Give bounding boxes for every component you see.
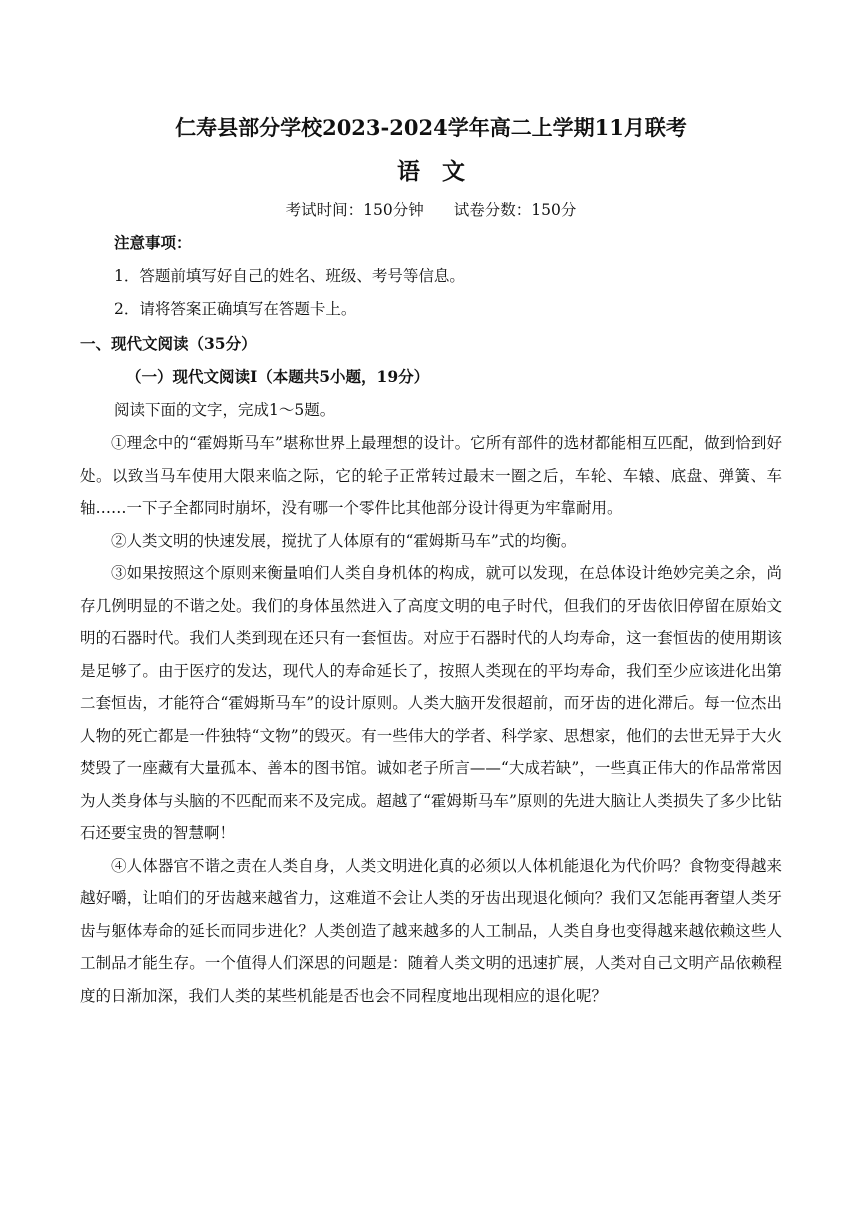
sub-section-heading: （一）现代文阅读Ⅰ（本题共5小题，19分） xyxy=(126,367,430,386)
section-heading: 一、现代文阅读（35分） xyxy=(80,333,257,353)
exam-title: 仁寿县部分学校2023-2024学年高二上学期11月联考 xyxy=(175,115,687,140)
note-item: 2．请将答案正确填写在答题卡上。 xyxy=(114,300,357,318)
paragraph-4: ④人体器官不谐之责在人类自身，人类文明进化真的必须以人体机能退化为代价吗？食物变得越来越好嚼，让咱们的牙齿越来越省力，这难道不会让人类的牙齿出现退化倾向？我们又怎能再奢望人类牙齿与躯体寿命的延长而同步进化？人类创造了越来越多的人工制品，人类自身也变得越来越依赖这些人工制品才能生存。一个值得人们深思的问题是：随着人类文明的迅速扩展，人类对自己文明产品依赖程度的日渐加深，我们人类的某些机能是否也会不同程度地出现相应的退化呢？ xyxy=(80,856,782,1005)
exam-info xyxy=(80,194,782,226)
paragraph-3: ③如果按照这个原则来衡量咱们人类自身机体的构成，就可以发现，在总体设计绝妙完美之余，尚存几例明显的不谐之处。我们的身体虽然进入了高度文明的电子时代，但我们的牙齿依旧停留在原始文明的石器时代。我们人类到现在还只有一套恒齿。对应于石器时代的人均寿命，这一套恒齿的使用期该是足够了。由于医疗的发达，现代人的寿命延长了，按照人类现在的平均寿命，我们至少应该进化出第二套恒齿，才能符合“霍姆斯马车”的设计原则。人类大脑开发很超前，而牙齿的进化滞后。每一位杰出人物的死亡都是一件独特“文物”的毁灭。有一些伟大的学者、科学家、思想家，他们的去世无异于大火焚毁了一座藏有大量孤本、善本的图书馆。诚如老子所言——“大成若缺”，一些真正伟大的作品常常因为人类身体与头脑的不匹配而来不及完成。超越了“霍姆斯马车”原则的先进大脑让人类损失了多少比钻石还要宝贵的智慧啊！ xyxy=(80,564,782,842)
reading-instruction: 阅读下面的文字，完成1～5题。 xyxy=(114,400,336,419)
note-item: 1．答题前填写好自己的姓名、班级、考号等信息。 xyxy=(114,266,465,285)
subject-title: 语文 xyxy=(397,158,487,185)
paragraph-1: ①理念中的“霍姆斯马车”堪称世界上最理想的设计。它所有部件的选材都能相互匹配，做到恰到好处。以致当马车使用大限来临之际，它的轮子正常转过最末一圈之后，车轮、车辕、底盘、弹簧、车轴……一下子全都同时崩坏，没有哪一个零件比其他部分设计得更为牢靠耐用。 xyxy=(80,434,782,517)
exam-score: 试卷分数：150分 xyxy=(453,201,577,219)
notes-heading: 注意事项： xyxy=(114,233,192,252)
exam-time: 考试时间：150分钟 xyxy=(285,201,424,219)
paragraph-2: ②人类文明的快速发展，搅扰了人体原有的“霍姆斯马车”式的均衡。 xyxy=(111,531,577,550)
